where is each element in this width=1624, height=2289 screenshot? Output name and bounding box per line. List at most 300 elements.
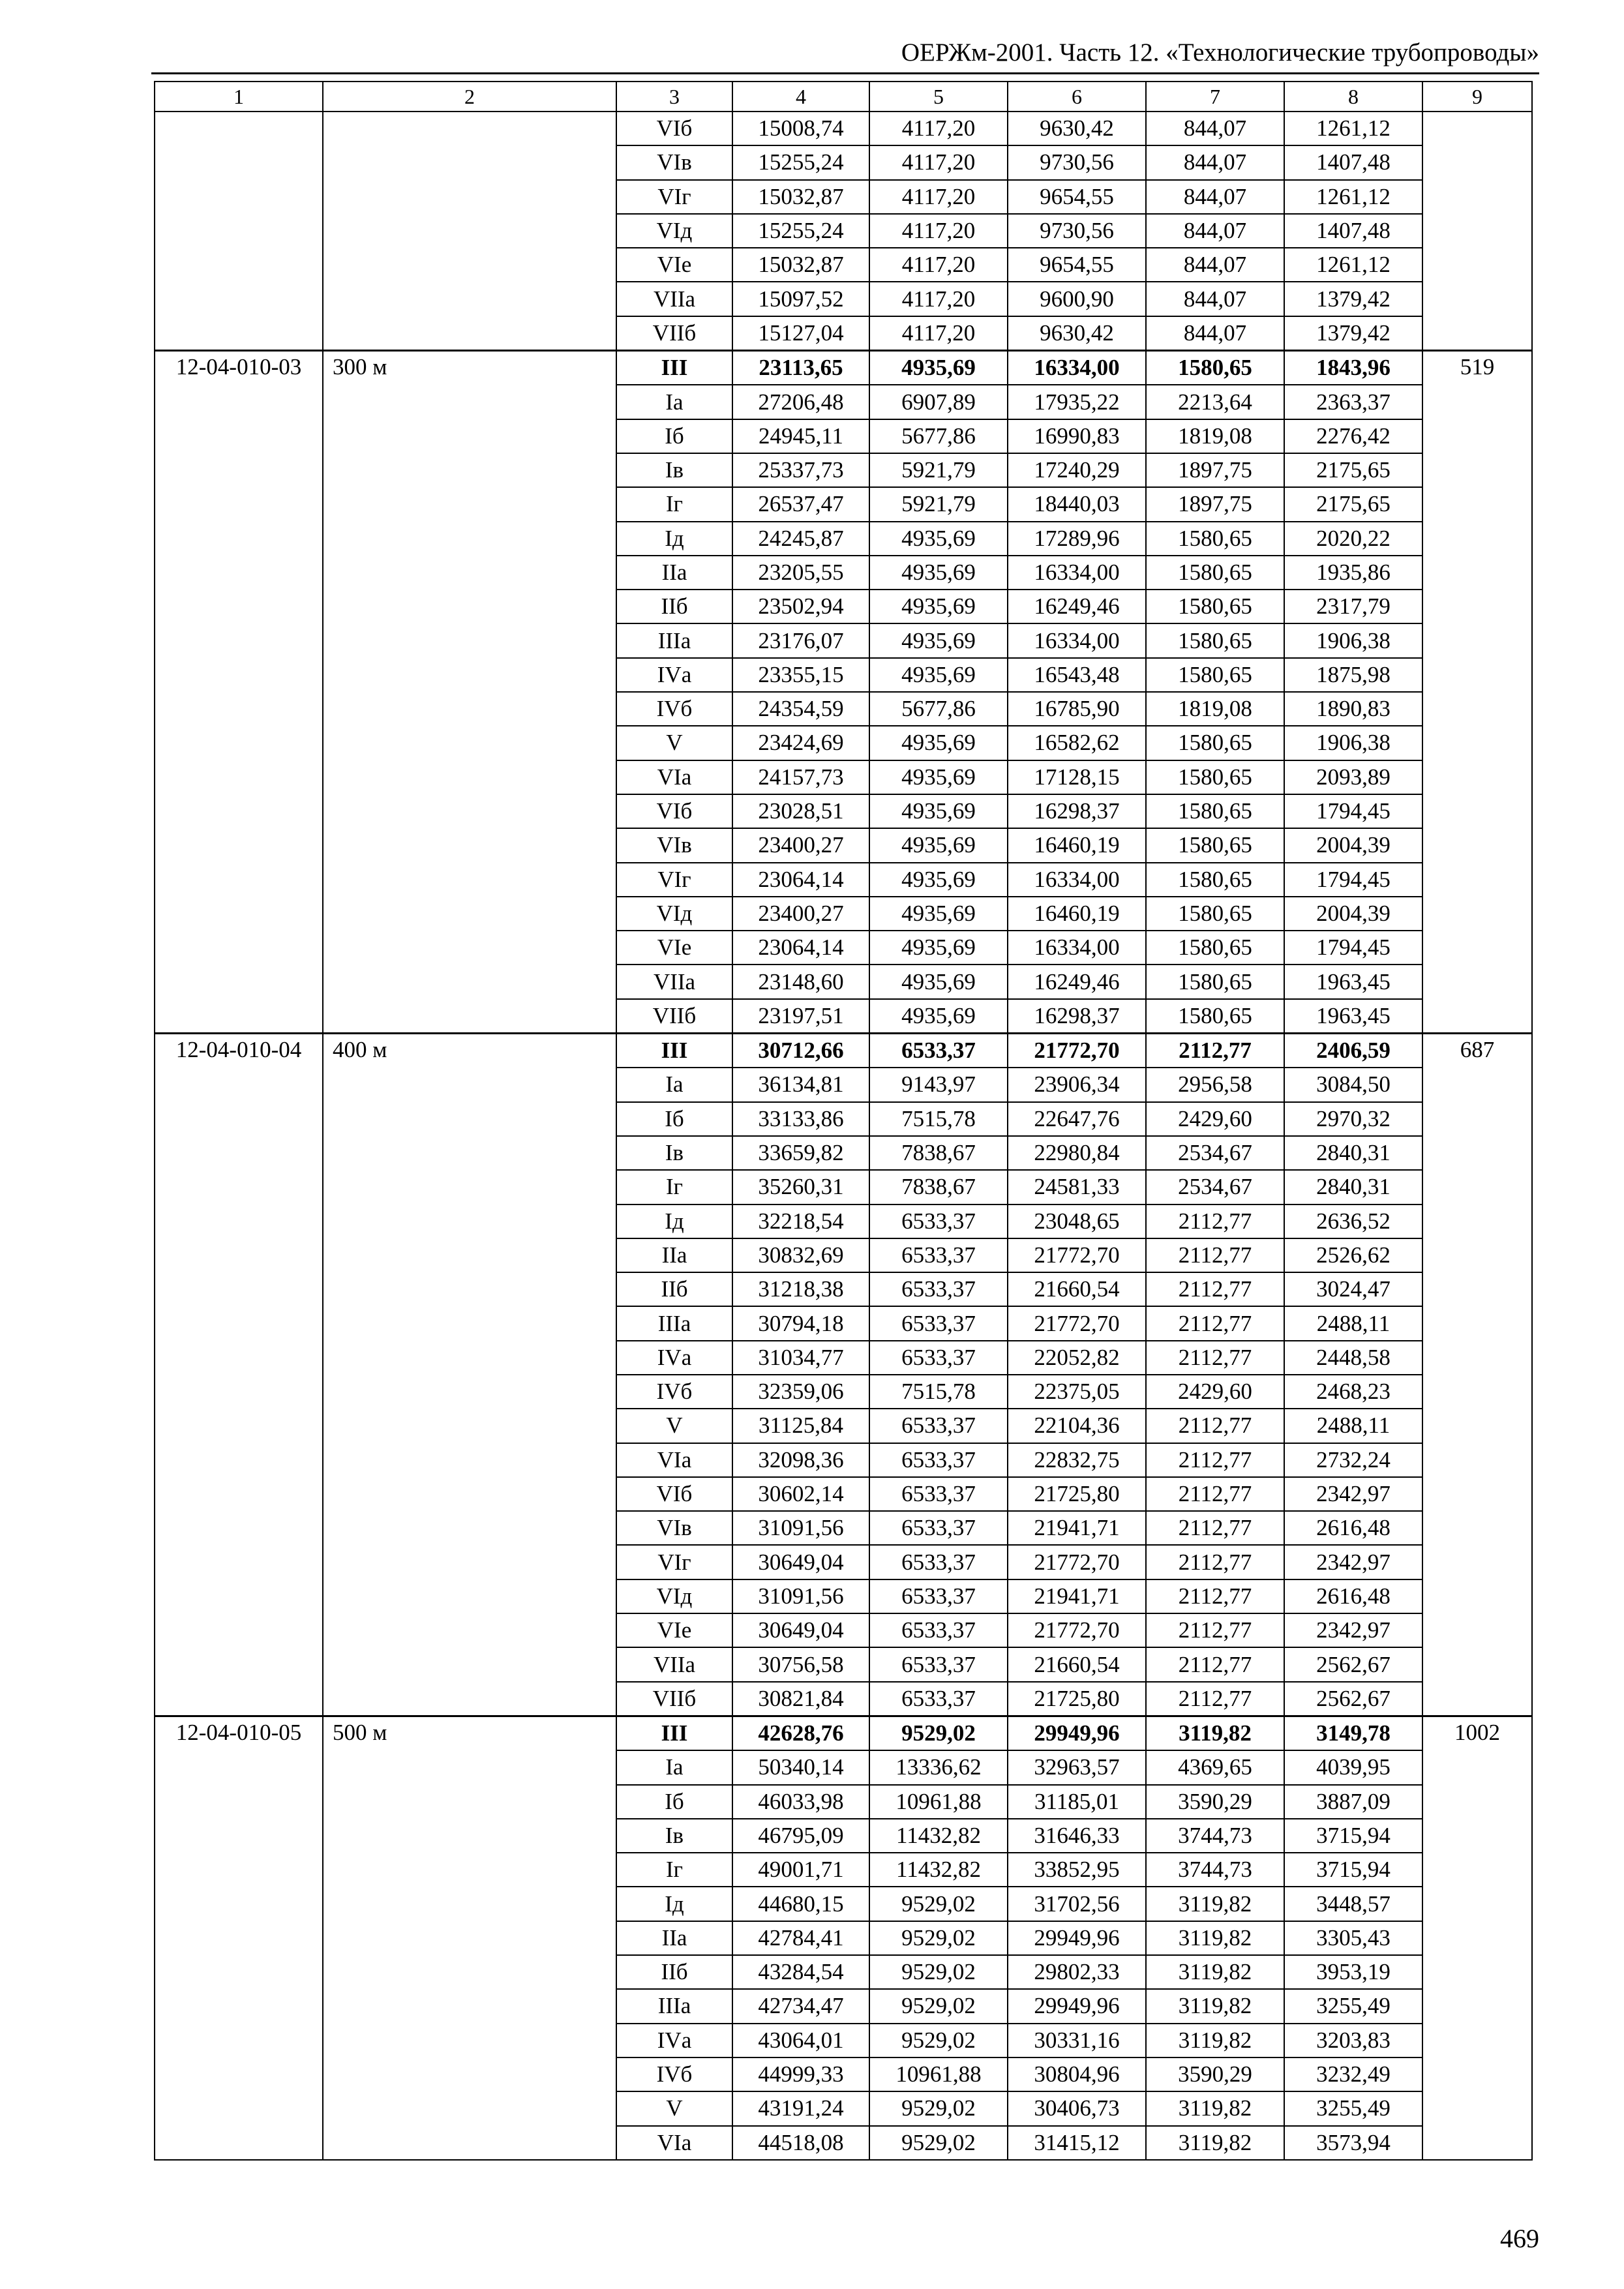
machine-cost: 9630,42 — [1008, 316, 1146, 351]
operator-wage: 2534,67 — [1146, 1136, 1284, 1170]
total-cost: 42734,47 — [732, 1989, 869, 2023]
total-cost: 31125,84 — [732, 1409, 869, 1443]
item-code: 12-04-010-03 — [155, 351, 323, 1034]
variant-code: VIб — [616, 794, 732, 828]
material-cost: 1794,45 — [1284, 794, 1422, 828]
header-rule — [151, 72, 1539, 74]
variant-code: V — [616, 1409, 732, 1443]
operator-wage: 2213,64 — [1146, 385, 1284, 419]
total-cost: 23064,14 — [732, 931, 869, 965]
machine-cost: 16334,00 — [1008, 623, 1146, 657]
labor-cost: 5677,86 — [869, 692, 1008, 726]
material-cost: 4039,95 — [1284, 1750, 1422, 1784]
operator-wage: 1580,65 — [1146, 999, 1284, 1034]
total-cost: 31091,56 — [732, 1579, 869, 1613]
item-mass: 519 — [1422, 351, 1532, 1034]
material-cost: 2970,32 — [1284, 1102, 1422, 1136]
variant-code: III — [616, 351, 732, 385]
column-number-row — [155, 82, 1532, 112]
machine-cost: 17128,15 — [1008, 760, 1146, 794]
material-cost: 2468,23 — [1284, 1375, 1422, 1409]
machine-cost: 33852,95 — [1008, 1853, 1146, 1887]
material-cost: 2562,67 — [1284, 1647, 1422, 1681]
operator-wage: 1897,75 — [1146, 487, 1284, 521]
operator-wage: 3119,82 — [1146, 2024, 1284, 2057]
material-cost: 2840,31 — [1284, 1170, 1422, 1204]
variant-code: Iб — [616, 419, 732, 453]
operator-wage: 3119,82 — [1146, 1887, 1284, 1921]
machine-cost: 16334,00 — [1008, 556, 1146, 590]
operator-wage: 1580,65 — [1146, 351, 1284, 385]
material-cost: 1794,45 — [1284, 931, 1422, 965]
labor-cost: 6533,37 — [869, 1204, 1008, 1238]
total-cost: 26537,47 — [732, 487, 869, 521]
material-cost: 2175,65 — [1284, 453, 1422, 487]
machine-cost: 21772,70 — [1008, 1306, 1146, 1340]
labor-cost: 9529,02 — [869, 1989, 1008, 2023]
machine-cost: 9630,42 — [1008, 112, 1146, 145]
labor-cost: 4935,69 — [869, 931, 1008, 965]
variant-code: VIе — [616, 931, 732, 965]
variant-code: IVб — [616, 1375, 732, 1409]
variant-code: Iб — [616, 1785, 732, 1819]
labor-cost: 7515,78 — [869, 1102, 1008, 1136]
machine-cost: 22104,36 — [1008, 1409, 1146, 1443]
operator-wage: 2112,77 — [1146, 1034, 1284, 1068]
material-cost: 2004,39 — [1284, 897, 1422, 931]
machine-cost: 21725,80 — [1008, 1682, 1146, 1716]
operator-wage: 2112,77 — [1146, 1545, 1284, 1579]
machine-cost: 30804,96 — [1008, 2057, 1146, 2091]
operator-wage: 844,07 — [1146, 316, 1284, 351]
operator-wage: 2429,60 — [1146, 1375, 1284, 1409]
table-body — [155, 82, 1532, 2160]
total-cost: 15032,87 — [732, 180, 869, 214]
labor-cost: 5677,86 — [869, 419, 1008, 453]
labor-cost: 9529,02 — [869, 2126, 1008, 2160]
material-cost: 3232,49 — [1284, 2057, 1422, 2091]
variant-code: VIв — [616, 828, 732, 862]
material-cost: 1963,45 — [1284, 965, 1422, 998]
variant-code: VIа — [616, 760, 732, 794]
material-cost: 1963,45 — [1284, 999, 1422, 1034]
total-cost: 24245,87 — [732, 522, 869, 556]
material-cost: 2616,48 — [1284, 1579, 1422, 1613]
variant-code: IVа — [616, 1341, 732, 1375]
total-cost: 24945,11 — [732, 419, 869, 453]
operator-wage: 1580,65 — [1146, 965, 1284, 998]
labor-cost: 6533,37 — [869, 1477, 1008, 1511]
variant-code: VIв — [616, 1511, 732, 1545]
operator-wage: 2112,77 — [1146, 1682, 1284, 1716]
total-cost: 30832,69 — [732, 1238, 869, 1272]
material-cost: 2342,97 — [1284, 1477, 1422, 1511]
operator-wage: 3119,82 — [1146, 1921, 1284, 1955]
labor-cost: 9529,02 — [869, 1887, 1008, 1921]
machine-cost: 23906,34 — [1008, 1068, 1146, 1101]
total-cost: 42784,41 — [732, 1921, 869, 1955]
operator-wage: 3119,82 — [1146, 1955, 1284, 1989]
labor-cost: 6533,37 — [869, 1272, 1008, 1306]
material-cost: 2636,52 — [1284, 1204, 1422, 1238]
operator-wage: 2112,77 — [1146, 1272, 1284, 1306]
labor-cost: 5921,79 — [869, 453, 1008, 487]
total-cost: 15255,24 — [732, 214, 869, 248]
material-cost: 3255,49 — [1284, 2091, 1422, 2125]
machine-cost: 21772,70 — [1008, 1238, 1146, 1272]
total-cost: 27206,48 — [732, 385, 869, 419]
labor-cost: 6533,37 — [869, 1238, 1008, 1272]
material-cost: 2175,65 — [1284, 487, 1422, 521]
machine-cost: 16543,48 — [1008, 658, 1146, 692]
variant-code: Iд — [616, 1887, 732, 1921]
labor-cost: 9529,02 — [869, 2024, 1008, 2057]
labor-cost: 10961,88 — [869, 2057, 1008, 2091]
labor-cost: 7838,67 — [869, 1136, 1008, 1170]
variant-code: IIб — [616, 1272, 732, 1306]
machine-cost: 29802,33 — [1008, 1955, 1146, 1989]
variant-code: VIа — [616, 2126, 732, 2160]
operator-wage: 3590,29 — [1146, 2057, 1284, 2091]
material-cost: 1261,12 — [1284, 248, 1422, 282]
labor-cost: 4935,69 — [869, 863, 1008, 897]
variant-code: Iд — [616, 1204, 732, 1238]
material-cost: 1407,48 — [1284, 214, 1422, 248]
item-code: 12-04-010-05 — [155, 1716, 323, 2159]
total-cost: 23355,15 — [732, 658, 869, 692]
machine-cost: 16460,19 — [1008, 828, 1146, 862]
total-cost: 30712,66 — [732, 1034, 869, 1068]
material-cost: 3149,78 — [1284, 1716, 1422, 1750]
variant-code: III — [616, 1034, 732, 1068]
material-cost: 3573,94 — [1284, 2126, 1422, 2160]
machine-cost: 24581,33 — [1008, 1170, 1146, 1204]
machine-cost: 22647,76 — [1008, 1102, 1146, 1136]
operator-wage: 1580,65 — [1146, 863, 1284, 897]
material-cost: 2488,11 — [1284, 1306, 1422, 1340]
material-cost: 1261,12 — [1284, 180, 1422, 214]
labor-cost: 4935,69 — [869, 999, 1008, 1034]
operator-wage: 1819,08 — [1146, 419, 1284, 453]
machine-cost: 16249,46 — [1008, 590, 1146, 623]
material-cost: 2732,24 — [1284, 1443, 1422, 1477]
machine-cost: 16334,00 — [1008, 351, 1146, 385]
machine-cost: 21941,71 — [1008, 1579, 1146, 1613]
total-cost: 30821,84 — [732, 1682, 869, 1716]
variant-code: VIг — [616, 863, 732, 897]
variant-code: Iд — [616, 522, 732, 556]
machine-cost: 21772,70 — [1008, 1545, 1146, 1579]
variant-code: IIIа — [616, 1306, 732, 1340]
variant-code: VIд — [616, 897, 732, 931]
machine-cost: 23048,65 — [1008, 1204, 1146, 1238]
column-number: 6 — [1008, 82, 1146, 112]
total-cost: 23400,27 — [732, 897, 869, 931]
machine-cost: 32963,57 — [1008, 1750, 1146, 1784]
variant-code: Iб — [616, 1102, 732, 1136]
total-cost: 46033,98 — [732, 1785, 869, 1819]
labor-cost: 13336,62 — [869, 1750, 1008, 1784]
labor-cost: 9529,02 — [869, 1716, 1008, 1750]
machine-cost: 21941,71 — [1008, 1511, 1146, 1545]
variant-code: VIIб — [616, 1682, 732, 1716]
total-cost: 15097,52 — [732, 282, 869, 316]
operator-wage: 1580,65 — [1146, 897, 1284, 931]
operator-wage: 844,07 — [1146, 112, 1284, 145]
total-cost: 44518,08 — [732, 2126, 869, 2160]
item-mass: 687 — [1422, 1034, 1532, 1716]
total-cost: 46795,09 — [732, 1819, 869, 1853]
material-cost: 2616,48 — [1284, 1511, 1422, 1545]
operator-wage: 2112,77 — [1146, 1511, 1284, 1545]
machine-cost: 22052,82 — [1008, 1341, 1146, 1375]
machine-cost: 21660,54 — [1008, 1647, 1146, 1681]
labor-cost: 4935,69 — [869, 897, 1008, 931]
machine-cost: 9600,90 — [1008, 282, 1146, 316]
operator-wage: 2112,77 — [1146, 1409, 1284, 1443]
machine-cost: 29949,96 — [1008, 1921, 1146, 1955]
material-cost: 2093,89 — [1284, 760, 1422, 794]
operator-wage: 844,07 — [1146, 214, 1284, 248]
total-cost: 43191,24 — [732, 2091, 869, 2125]
machine-cost: 16249,46 — [1008, 965, 1146, 998]
material-cost: 2004,39 — [1284, 828, 1422, 862]
machine-cost: 29949,96 — [1008, 1716, 1146, 1750]
operator-wage: 2112,77 — [1146, 1579, 1284, 1613]
labor-cost: 11432,82 — [869, 1853, 1008, 1887]
total-cost: 42628,76 — [732, 1716, 869, 1750]
total-cost: 33659,82 — [732, 1136, 869, 1170]
total-cost: 23197,51 — [732, 999, 869, 1034]
labor-cost: 4117,20 — [869, 282, 1008, 316]
machine-cost: 31185,01 — [1008, 1785, 1146, 1819]
material-cost: 1379,42 — [1284, 316, 1422, 351]
total-cost: 33133,86 — [732, 1102, 869, 1136]
machine-cost: 9654,55 — [1008, 180, 1146, 214]
labor-cost: 4117,20 — [869, 316, 1008, 351]
page-header-title: ОЕРЖм-2001. Часть 12. «Технологические трубопроводы» — [901, 38, 1539, 67]
column-number: 4 — [732, 82, 869, 112]
machine-cost: 16785,90 — [1008, 692, 1146, 726]
labor-cost: 5921,79 — [869, 487, 1008, 521]
labor-cost: 7515,78 — [869, 1375, 1008, 1409]
variant-code: VIв — [616, 145, 732, 179]
total-cost: 43064,01 — [732, 2024, 869, 2057]
operator-wage: 4369,65 — [1146, 1750, 1284, 1784]
variant-code: V — [616, 2091, 732, 2125]
machine-cost: 31415,12 — [1008, 2126, 1146, 2160]
total-cost: 23424,69 — [732, 726, 869, 760]
total-cost: 23176,07 — [732, 623, 869, 657]
total-cost: 23064,14 — [732, 863, 869, 897]
variant-code: IIб — [616, 1955, 732, 1989]
item-code: 12-04-010-04 — [155, 1034, 323, 1716]
labor-cost: 10961,88 — [869, 1785, 1008, 1819]
operator-wage: 1580,65 — [1146, 623, 1284, 657]
variant-code: Iа — [616, 1068, 732, 1101]
total-cost: 32359,06 — [732, 1375, 869, 1409]
variant-code: VIIа — [616, 965, 732, 998]
variant-code: VIб — [616, 1477, 732, 1511]
operator-wage: 2534,67 — [1146, 1170, 1284, 1204]
operator-wage: 844,07 — [1146, 248, 1284, 282]
variant-code: Iг — [616, 487, 732, 521]
material-cost: 2840,31 — [1284, 1136, 1422, 1170]
variant-code: IVб — [616, 2057, 732, 2091]
material-cost: 2342,97 — [1284, 1545, 1422, 1579]
material-cost: 3953,19 — [1284, 1955, 1422, 1989]
variant-code: VIIа — [616, 1647, 732, 1681]
material-cost: 1890,83 — [1284, 692, 1422, 726]
operator-wage: 2112,77 — [1146, 1204, 1284, 1238]
variant-code: IVб — [616, 692, 732, 726]
labor-cost: 6533,37 — [869, 1511, 1008, 1545]
variant-code: VIIб — [616, 316, 732, 351]
item-name: 400 м — [323, 1034, 616, 1716]
machine-cost: 16582,62 — [1008, 726, 1146, 760]
table-row — [155, 351, 1532, 385]
labor-cost: 6533,37 — [869, 1034, 1008, 1068]
material-cost: 1906,38 — [1284, 623, 1422, 657]
operator-wage: 1580,65 — [1146, 556, 1284, 590]
total-cost: 15255,24 — [732, 145, 869, 179]
operator-wage: 2112,77 — [1146, 1306, 1284, 1340]
column-number: 5 — [869, 82, 1008, 112]
machine-cost: 31702,56 — [1008, 1887, 1146, 1921]
labor-cost: 9143,97 — [869, 1068, 1008, 1101]
operator-wage: 1819,08 — [1146, 692, 1284, 726]
labor-cost: 7838,67 — [869, 1170, 1008, 1204]
material-cost: 2406,59 — [1284, 1034, 1422, 1068]
total-cost: 23148,60 — [732, 965, 869, 998]
material-cost: 3715,94 — [1284, 1819, 1422, 1853]
material-cost: 1935,86 — [1284, 556, 1422, 590]
labor-cost: 4935,69 — [869, 556, 1008, 590]
labor-cost: 4935,69 — [869, 623, 1008, 657]
operator-wage: 2112,77 — [1146, 1647, 1284, 1681]
total-cost: 23502,94 — [732, 590, 869, 623]
variant-code: VIе — [616, 1613, 732, 1647]
machine-cost: 16334,00 — [1008, 863, 1146, 897]
variant-code: Iг — [616, 1170, 732, 1204]
column-number: 9 — [1422, 82, 1532, 112]
material-cost: 3715,94 — [1284, 1853, 1422, 1887]
machine-cost: 30406,73 — [1008, 2091, 1146, 2125]
labor-cost: 6533,37 — [869, 1545, 1008, 1579]
labor-cost: 9529,02 — [869, 1955, 1008, 1989]
variant-code: VIд — [616, 1579, 732, 1613]
material-cost: 2562,67 — [1284, 1682, 1422, 1716]
material-cost: 1906,38 — [1284, 726, 1422, 760]
total-cost: 50340,14 — [732, 1750, 869, 1784]
table-row — [155, 1034, 1532, 1068]
machine-cost: 21725,80 — [1008, 1477, 1146, 1511]
operator-wage: 1580,65 — [1146, 522, 1284, 556]
total-cost: 36134,81 — [732, 1068, 869, 1101]
material-cost: 3203,83 — [1284, 2024, 1422, 2057]
total-cost: 43284,54 — [732, 1955, 869, 1989]
operator-wage: 1580,65 — [1146, 590, 1284, 623]
variant-code: Iв — [616, 453, 732, 487]
item-name: 300 м — [323, 351, 616, 1034]
labor-cost: 4935,69 — [869, 760, 1008, 794]
machine-cost: 29949,96 — [1008, 1989, 1146, 2023]
machine-cost: 31646,33 — [1008, 1819, 1146, 1853]
machine-cost: 16298,37 — [1008, 999, 1146, 1034]
material-cost: 2363,37 — [1284, 385, 1422, 419]
operator-wage: 3744,73 — [1146, 1819, 1284, 1853]
material-cost: 3024,47 — [1284, 1272, 1422, 1306]
machine-cost: 16298,37 — [1008, 794, 1146, 828]
labor-cost: 6533,37 — [869, 1409, 1008, 1443]
labor-cost: 4935,69 — [869, 590, 1008, 623]
total-cost: 30649,04 — [732, 1545, 869, 1579]
machine-cost: 9730,56 — [1008, 214, 1146, 248]
operator-wage: 1580,65 — [1146, 794, 1284, 828]
material-cost: 3887,09 — [1284, 1785, 1422, 1819]
column-number: 1 — [155, 82, 323, 112]
table-row — [155, 112, 1532, 145]
operator-wage: 3119,82 — [1146, 2091, 1284, 2125]
total-cost: 23028,51 — [732, 794, 869, 828]
total-cost: 44999,33 — [732, 2057, 869, 2091]
operator-wage: 844,07 — [1146, 180, 1284, 214]
variant-code: VIд — [616, 214, 732, 248]
labor-cost: 4935,69 — [869, 965, 1008, 998]
material-cost: 2526,62 — [1284, 1238, 1422, 1272]
operator-wage: 3744,73 — [1146, 1853, 1284, 1887]
variant-code: VIг — [616, 1545, 732, 1579]
variant-code: IIIа — [616, 1989, 732, 2023]
material-cost: 3255,49 — [1284, 1989, 1422, 2023]
operator-wage: 1580,65 — [1146, 726, 1284, 760]
labor-cost: 4117,20 — [869, 180, 1008, 214]
total-cost: 44680,15 — [732, 1887, 869, 1921]
column-number: 8 — [1284, 82, 1422, 112]
variant-code: IIIа — [616, 623, 732, 657]
labor-cost: 6533,37 — [869, 1443, 1008, 1477]
operator-wage: 1580,65 — [1146, 931, 1284, 965]
total-cost: 30649,04 — [732, 1613, 869, 1647]
material-cost: 1407,48 — [1284, 145, 1422, 179]
variant-code: IIа — [616, 556, 732, 590]
machine-cost: 22375,05 — [1008, 1375, 1146, 1409]
variant-code: VIIа — [616, 282, 732, 316]
material-cost: 2276,42 — [1284, 419, 1422, 453]
machine-cost: 16460,19 — [1008, 897, 1146, 931]
machine-cost: 22980,84 — [1008, 1136, 1146, 1170]
variant-code: IIб — [616, 590, 732, 623]
total-cost: 24157,73 — [732, 760, 869, 794]
total-cost: 25337,73 — [732, 453, 869, 487]
material-cost: 2020,22 — [1284, 522, 1422, 556]
total-cost: 15008,74 — [732, 112, 869, 145]
operator-wage: 2112,77 — [1146, 1341, 1284, 1375]
variant-code: VIг — [616, 180, 732, 214]
total-cost: 32098,36 — [732, 1443, 869, 1477]
machine-cost: 30331,16 — [1008, 2024, 1146, 2057]
machine-cost: 21660,54 — [1008, 1272, 1146, 1306]
operator-wage: 2112,77 — [1146, 1443, 1284, 1477]
labor-cost: 6533,37 — [869, 1682, 1008, 1716]
labor-cost: 9529,02 — [869, 2091, 1008, 2125]
machine-cost: 16334,00 — [1008, 931, 1146, 965]
column-number: 7 — [1146, 82, 1284, 112]
code-cell — [155, 112, 323, 351]
total-cost: 23400,27 — [732, 828, 869, 862]
price-table — [154, 81, 1533, 2161]
operator-wage: 1580,65 — [1146, 760, 1284, 794]
